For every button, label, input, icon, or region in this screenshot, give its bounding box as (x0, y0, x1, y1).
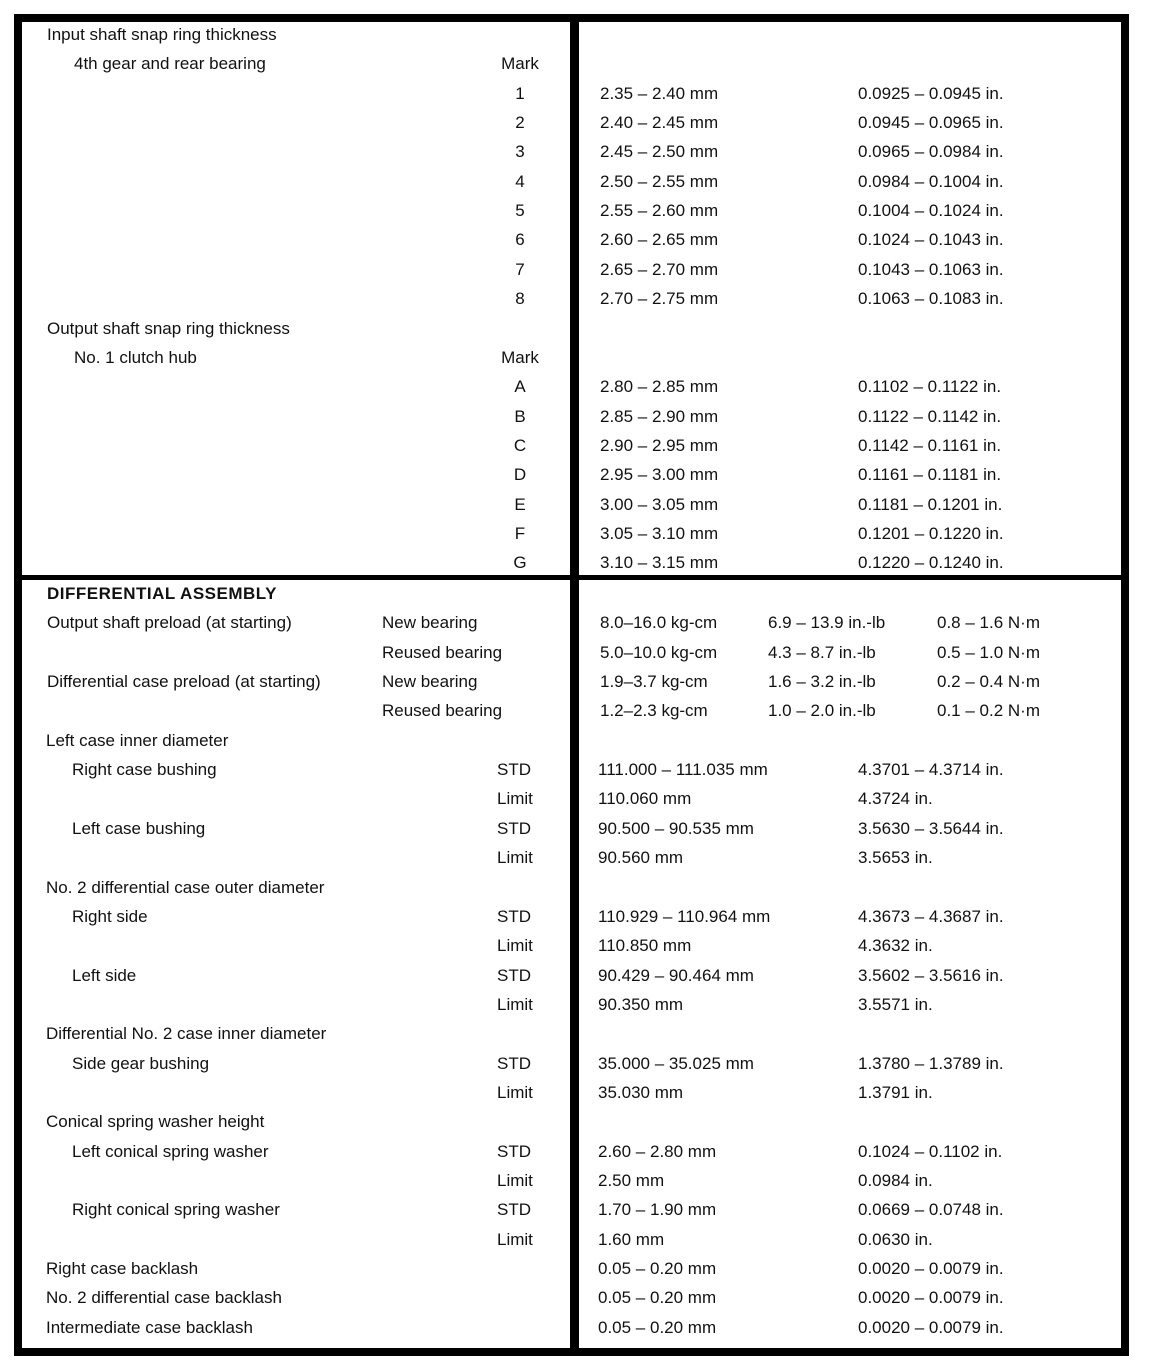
imperial-value: 3.5630 – 3.5644 in. (858, 818, 1004, 838)
spec-type: STD (497, 1200, 531, 1220)
spec-sublabel: Right conical spring washer (72, 1200, 280, 1220)
kgcm-value: 1.2–2.3 kg-cm (600, 701, 708, 721)
imperial-value: 3.5571 in. (858, 994, 933, 1014)
metric-value: 2.90 – 2.95 mm (600, 435, 719, 455)
spec-type: STD (497, 1141, 531, 1161)
inlb-value: 4.3 – 8.7 in.-lb (768, 642, 876, 662)
metric-value: 0.05 – 0.20 mm (598, 1259, 717, 1279)
imperial-value: 0.1043 – 0.1063 in. (858, 259, 1004, 279)
metric-value: 2.55 – 2.60 mm (600, 201, 719, 221)
metric-value: 2.60 – 2.80 mm (598, 1141, 717, 1161)
mark-value: D (513, 465, 527, 485)
imperial-value: 4.3724 in. (858, 789, 933, 809)
spec-sublabel: Right case bushing (72, 760, 217, 780)
metric-value: 110.929 – 110.964 mm (598, 906, 771, 926)
bearing-condition: Reused bearing (382, 701, 503, 721)
spec-label: Intermediate case backlash (46, 1317, 253, 1337)
imperial-value: 0.1063 – 0.1083 in. (858, 289, 1004, 309)
mark-value: 8 (515, 289, 525, 309)
spec-label: Right case backlash (46, 1259, 199, 1279)
metric-value: 2.50 – 2.55 mm (600, 171, 719, 191)
section-title: Output shaft snap ring thickness (47, 318, 290, 338)
spec-type: STD (497, 965, 531, 985)
bearing-condition: Reused bearing (382, 642, 503, 662)
kgcm-value: 1.9–3.7 kg-cm (600, 672, 708, 692)
mark-value: A (514, 377, 526, 397)
spec-type: STD (497, 760, 531, 780)
spec-label: Left case inner diameter (46, 730, 229, 750)
imperial-value: 0.1181 – 0.1201 in. (858, 494, 1003, 514)
bearing-condition: New bearing (382, 613, 478, 633)
metric-value: 2.40 – 2.45 mm (600, 113, 719, 133)
spec-label: Conical spring washer height (46, 1112, 265, 1132)
imperial-value: 0.0669 – 0.0748 in. (858, 1200, 1004, 1220)
nm-value: 0.5 – 1.0 N·m (937, 642, 1040, 662)
metric-value: 2.45 – 2.50 mm (600, 142, 719, 162)
imperial-value: 0.1142 – 0.1161 in. (858, 435, 1002, 455)
imperial-value: 0.1004 – 0.1024 in. (858, 201, 1004, 221)
kgcm-value: 8.0–16.0 kg-cm (600, 613, 718, 633)
section-divider (14, 575, 1129, 580)
mark-value: 7 (515, 259, 525, 279)
mark-value: F (514, 523, 526, 543)
metric-value: 90.350 mm (598, 994, 684, 1014)
metric-value: 2.50 mm (598, 1171, 665, 1190)
nm-value: 0.2 – 0.4 N·m (937, 672, 1040, 692)
mark-value: B (514, 406, 526, 426)
metric-value: 2.95 – 3.00 mm (600, 465, 719, 485)
metric-value: 35.030 mm (598, 1082, 684, 1102)
metric-value: 2.80 – 2.85 mm (600, 377, 719, 397)
metric-value: 1.60 mm (598, 1229, 665, 1249)
spec-type: Limit (497, 994, 533, 1014)
metric-value: 2.35 – 2.40 mm (600, 83, 719, 103)
spec-label: No. 2 differential case outer diameter (46, 877, 325, 897)
imperial-value: 3.5602 – 3.5616 in. (858, 965, 1004, 985)
spec-label: Differential case preload (at starting) (47, 672, 321, 692)
inlb-value: 1.6 – 3.2 in.-lb (768, 672, 876, 692)
metric-value: 2.65 – 2.70 mm (600, 259, 719, 279)
imperial-value: 3.5653 in. (858, 848, 933, 868)
section-title: Input shaft snap ring thickness (47, 25, 277, 44)
metric-value: 90.429 – 90.464 mm (598, 965, 754, 985)
metric-value: 0.05 – 0.20 mm (598, 1317, 717, 1337)
spec-type: Limit (497, 936, 533, 956)
mark-value: 6 (515, 230, 525, 250)
section-subtitle: No. 1 clutch hub (74, 347, 197, 367)
mark-value: 3 (515, 142, 525, 162)
spec-sublabel: Left side (72, 965, 137, 985)
imperial-value: 0.1220 – 0.1240 in. (858, 553, 1004, 573)
differential-heading: DIFFERENTIAL ASSEMBLY (47, 584, 277, 603)
inlb-value: 1.0 – 2.0 in.-lb (768, 701, 876, 721)
imperial-value: 0.0984 in. (858, 1171, 933, 1190)
metric-value: 35.000 – 35.025 mm (598, 1053, 754, 1073)
metric-value: 90.500 – 90.535 mm (598, 818, 754, 838)
mark-value: G (513, 553, 527, 573)
metric-value: 3.10 – 3.15 mm (600, 553, 719, 573)
mark-value: 5 (515, 201, 525, 221)
metric-value: 1.70 – 1.90 mm (598, 1200, 717, 1220)
spec-sublabel: Left case bushing (72, 818, 206, 838)
mark-header: Mark (501, 54, 539, 74)
spec-label: Differential No. 2 case inner diameter (46, 1024, 327, 1044)
kgcm-value: 5.0–10.0 kg-cm (600, 642, 718, 662)
bearing-condition: New bearing (382, 672, 478, 692)
imperial-value: 1.3780 – 1.3789 in. (858, 1053, 1004, 1073)
imperial-value: 0.0630 in. (858, 1229, 933, 1249)
spec-type: Limit (497, 789, 533, 809)
spec-type: Limit (497, 1229, 533, 1249)
imperial-value: 0.0020 – 0.0079 in. (858, 1288, 1004, 1308)
metric-value: 110.850 mm (598, 936, 692, 956)
spec-type: STD (497, 1053, 531, 1073)
spec-sublabel: Right side (72, 906, 148, 926)
imperial-value: 0.1122 – 0.1142 in. (858, 406, 1002, 426)
nm-value: 0.8 – 1.6 N·m (937, 613, 1040, 633)
imperial-value: 0.1201 – 0.1220 in. (858, 523, 1004, 543)
metric-value: 3.00 – 3.05 mm (600, 494, 719, 514)
metric-value: 90.560 mm (598, 848, 684, 868)
metric-value: 111.000 – 111.035 mm (598, 760, 768, 780)
mark-value: E (514, 494, 526, 514)
spec-type: STD (497, 906, 531, 926)
mark-value: 4 (515, 171, 525, 191)
spec-type: Limit (497, 1082, 533, 1102)
mark-value: C (513, 435, 527, 455)
imperial-value: 0.0020 – 0.0079 in. (858, 1317, 1004, 1337)
mark-header: Mark (501, 347, 539, 367)
metric-value: 2.85 – 2.90 mm (600, 406, 719, 426)
imperial-value: 0.0984 – 0.1004 in. (858, 171, 1004, 191)
spec-sublabel: Side gear bushing (72, 1053, 210, 1073)
imperial-value: 0.1024 – 0.1043 in. (858, 230, 1004, 250)
mark-value: 1 (515, 83, 525, 103)
imperial-value: 0.0965 – 0.0984 in. (858, 142, 1004, 162)
imperial-value: 0.1161 – 0.1181 in. (858, 465, 1002, 485)
spec-type: Limit (497, 848, 533, 868)
imperial-value: 1.3791 in. (858, 1082, 933, 1102)
metric-value: 110.060 mm (598, 789, 692, 809)
spec-type: STD (497, 818, 531, 838)
spec-type: Limit (497, 1171, 533, 1190)
spec-sublabel: Left conical spring washer (72, 1141, 269, 1161)
imperial-value: 4.3701 – 4.3714 in. (858, 760, 1004, 780)
imperial-value: 4.3673 – 4.3687 in. (858, 906, 1004, 926)
mark-value: 2 (515, 113, 525, 133)
imperial-value: 4.3632 in. (858, 936, 933, 956)
imperial-value: 0.0925 – 0.0945 in. (858, 83, 1004, 103)
column-divider (570, 14, 579, 1356)
metric-value: 2.60 – 2.65 mm (600, 230, 719, 250)
imperial-value: 0.1024 – 0.1102 in. (858, 1141, 1003, 1161)
metric-value: 3.05 – 3.10 mm (600, 523, 719, 543)
section-subtitle: 4th gear and rear bearing (74, 54, 266, 74)
inlb-value: 6.9 – 13.9 in.-lb (768, 613, 886, 633)
imperial-value: 0.0020 – 0.0079 in. (858, 1259, 1004, 1279)
nm-value: 0.1 – 0.2 N·m (937, 701, 1040, 721)
imperial-value: 0.0945 – 0.0965 in. (858, 113, 1004, 133)
metric-value: 2.70 – 2.75 mm (600, 289, 719, 309)
metric-value: 0.05 – 0.20 mm (598, 1288, 717, 1308)
imperial-value: 0.1102 – 0.1122 in. (858, 377, 1002, 397)
spec-label: Output shaft preload (at starting) (47, 613, 292, 633)
spec-label: No. 2 differential case backlash (46, 1288, 282, 1308)
